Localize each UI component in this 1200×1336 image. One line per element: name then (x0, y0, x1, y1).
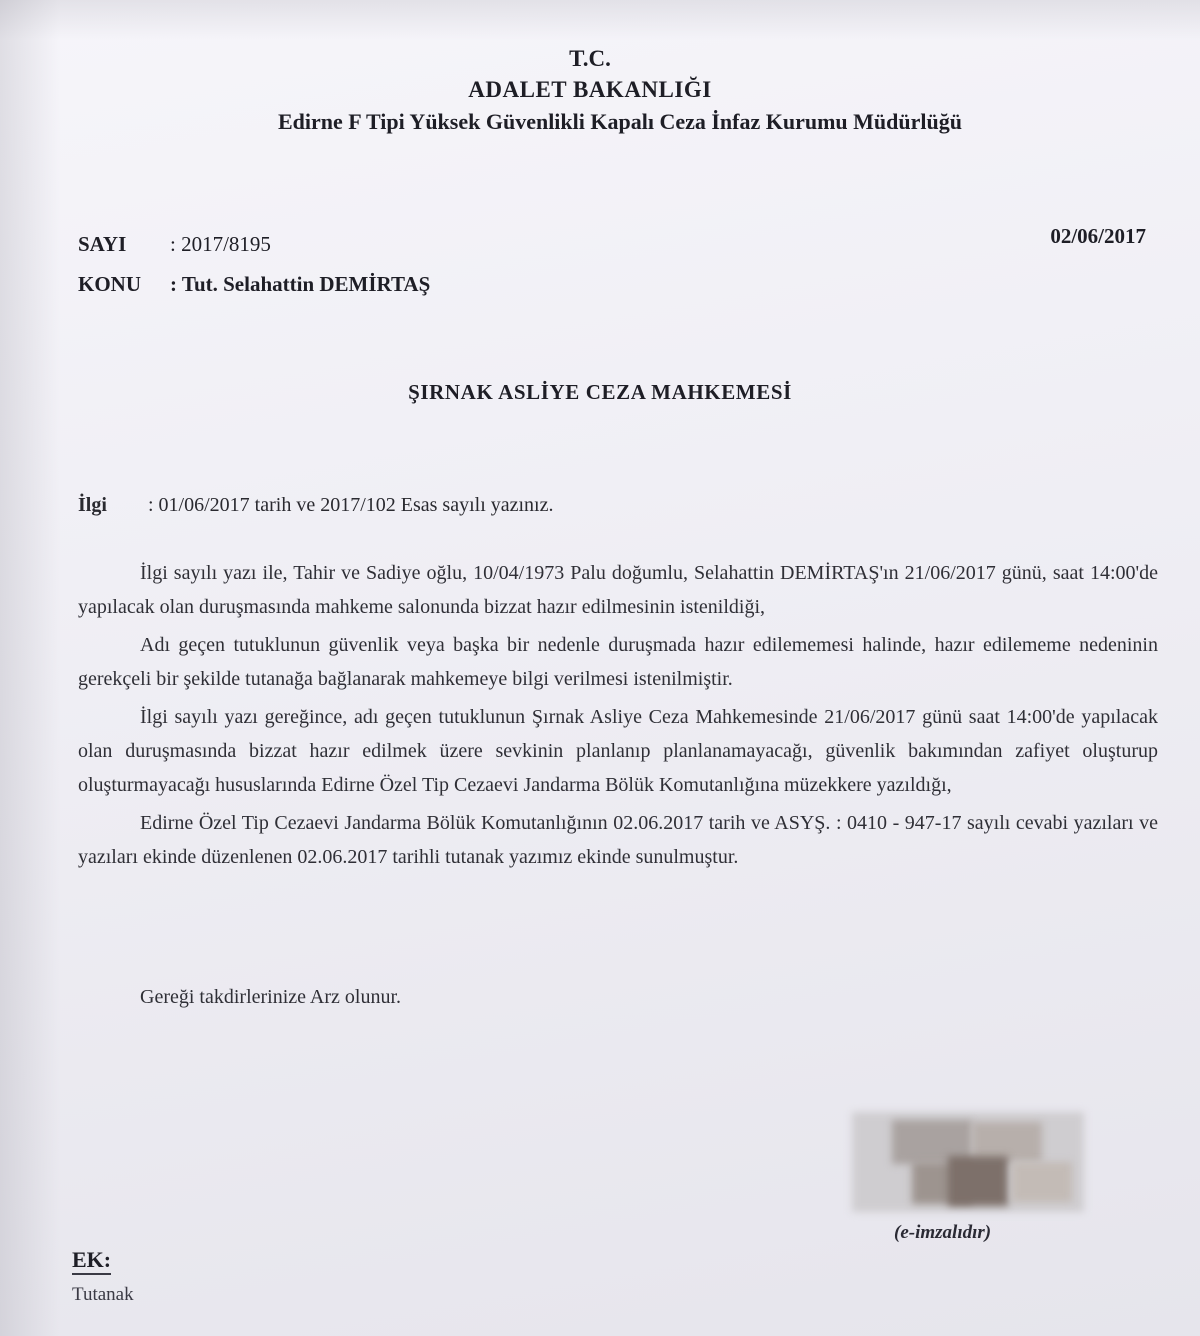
redacted-signature (852, 1112, 1084, 1212)
e-signature-note: (e-imzalıdır) (894, 1222, 992, 1243)
closing-line: Gereği takdirlerinize Arz olunur. (140, 986, 402, 1008)
letterhead-institution: Edirne F Tipi Yüksek Güvenlikli Kapalı Ceza İnfaz Kurumu Müdürlüğü (278, 109, 962, 134)
reference-label: İlgi (78, 494, 107, 516)
attachments-label: EK: (72, 1248, 111, 1275)
letter-body (78, 556, 1158, 878)
document-date: 02/06/2017 (1050, 224, 1146, 248)
body-paragraph: İlgi sayılı yazı ile, Tahir ve Sadiye oğlu, 10/04/1973 Palu doğumlu, Selahattin DEMİRTAŞ'ın 21/06/2017 günü, saat 14:00'de yapılacak olan duruşmasında mahkeme salonunda bizzat hazır edilmesinin istenildiği, (78, 562, 1158, 618)
reference-line (78, 494, 554, 517)
addressee: ŞIRNAK ASLİYE CEZA MAHKEMESİ (408, 380, 792, 404)
letterhead (0, 44, 1200, 138)
body-paragraph: Adı geçen tutuklunun güvenlik veya başka bir nedenle duruşmada hazır edilememesi halinde, hazır edilememe nedeninin gerekçeli bir şekilde tutanağa bağlanarak mahkemeye bilgi verilmesi istenilmiştir. (78, 634, 1158, 690)
subject (78, 272, 430, 297)
reference-text: : 01/06/2017 tarih ve 2017/102 Esas sayılı yazınız. (148, 494, 554, 516)
subject-value: : Tut. Selahattin DEMİRTAŞ (170, 272, 431, 296)
page-shadow-top (0, 0, 1200, 40)
letterhead-ministry: ADALET BAKANLIĞI (468, 77, 712, 102)
page-shadow-left (0, 0, 60, 1336)
body-paragraph: İlgi sayılı yazı gereğince, adı geçen tutuklunun Şırnak Asliye Ceza Mahkemesinde 21/06/2017 günü saat 14:00'de yapılacak olan duruşmasında bizzat hazır edilmek üzere sevkinin planlanıp planlanamayacağı, güvenlik bakımından zafiyet oluşturup oluşturmayacağı hususlarında Edirne Özel Tip Cezaevi Jandarma Bölük Komutanlığına müzekkere yazıldığı, (78, 706, 1158, 796)
reference-number-label: SAYI (78, 232, 127, 256)
reference-number-value: : 2017/8195 (170, 232, 271, 256)
letterhead-tc: T.C. (569, 46, 611, 71)
reference-number (78, 232, 271, 257)
attachment-item: Tutanak (72, 1284, 134, 1305)
body-paragraph: Edirne Özel Tip Cezaevi Jandarma Bölük Komutanlığının 02.06.2017 tarih ve ASYŞ. : 0410 - 947-17 sayılı cevabi yazıları ve yazıları ekinde düzenlenen 02.06.2017 tarihli tutanak yazımız ekinde sunulmuştur. (78, 812, 1158, 868)
subject-label: KONU (78, 272, 141, 296)
